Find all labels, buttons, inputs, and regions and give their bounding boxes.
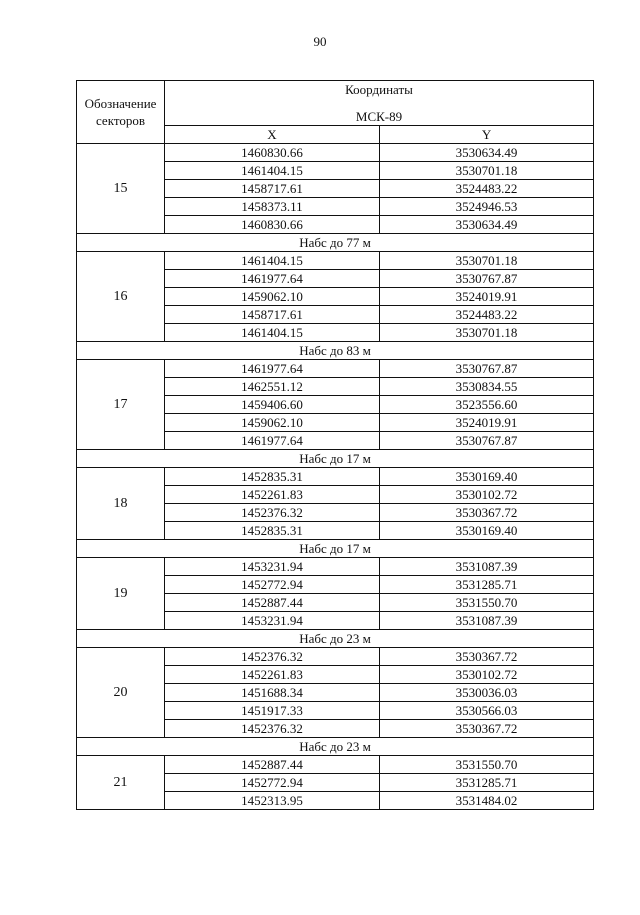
altitude-limit: Набс до 17 м xyxy=(77,450,594,468)
sector-number: 20 xyxy=(77,648,165,738)
y-coordinate-cell: 3531285.71 xyxy=(380,576,594,594)
sector-number: 17 xyxy=(77,360,165,450)
x-coordinate-cell: 1452772.94 xyxy=(165,576,380,594)
x-coordinate-cell: 1461977.64 xyxy=(165,270,380,288)
x-header: X xyxy=(165,126,380,144)
altitude-limit: Набс до 23 м xyxy=(77,738,594,756)
table-row xyxy=(77,252,594,270)
x-coordinate-cell: 1461404.15 xyxy=(165,324,380,342)
sector-number: 19 xyxy=(77,558,165,630)
y-coordinate-cell: 3530767.87 xyxy=(380,432,594,450)
x-coordinate-cell: 1452835.31 xyxy=(165,468,380,486)
x-coordinate-cell: 1452376.32 xyxy=(165,648,380,666)
x-coordinate-cell: 1453231.94 xyxy=(165,612,380,630)
x-coordinate-cell: 1452313.95 xyxy=(165,792,380,810)
x-coordinate-cell: 1452376.32 xyxy=(165,504,380,522)
y-coordinate-cell: 3531550.70 xyxy=(380,594,594,612)
table-row xyxy=(77,648,594,666)
x-coordinate-cell: 1452887.44 xyxy=(165,594,380,612)
sector-number: 15 xyxy=(77,144,165,234)
altitude-limit: Набс до 83 м xyxy=(77,342,594,360)
table-row xyxy=(77,468,594,486)
altitude-limit: Набс до 23 м xyxy=(77,630,594,648)
x-coordinate-cell: 1452261.83 xyxy=(165,486,380,504)
y-header: Y xyxy=(380,126,594,144)
x-coordinate-cell: 1461977.64 xyxy=(165,360,380,378)
altitude-row xyxy=(77,540,594,558)
y-coordinate-cell: 3530701.18 xyxy=(380,324,594,342)
sector-number: 16 xyxy=(77,252,165,342)
altitude-row xyxy=(77,450,594,468)
altitude-row xyxy=(77,630,594,648)
x-coordinate-cell: 1452261.83 xyxy=(165,666,380,684)
x-coordinate-cell: 1452376.32 xyxy=(165,720,380,738)
altitude-limit: Набс до 17 м xyxy=(77,540,594,558)
y-coordinate-cell: 3531550.70 xyxy=(380,756,594,774)
y-coordinate-cell: 3524483.22 xyxy=(380,180,594,198)
x-coordinate-cell: 1461404.15 xyxy=(165,162,380,180)
y-coordinate-cell: 3530169.40 xyxy=(380,522,594,540)
x-coordinate-cell: 1452772.94 xyxy=(165,774,380,792)
x-coordinate-cell: 1453231.94 xyxy=(165,558,380,576)
y-coordinate-cell: 3524019.91 xyxy=(380,414,594,432)
coordinates-header xyxy=(165,81,594,126)
x-coordinate-cell: 1458373.11 xyxy=(165,198,380,216)
table-row xyxy=(77,756,594,774)
table-header xyxy=(77,81,594,144)
x-coordinate-cell: 1452835.31 xyxy=(165,522,380,540)
y-coordinate-cell: 3530701.18 xyxy=(380,162,594,180)
x-coordinate-cell: 1462551.12 xyxy=(165,378,380,396)
y-coordinate-cell: 3524946.53 xyxy=(380,198,594,216)
altitude-row xyxy=(77,342,594,360)
y-coordinate-cell: 3530367.72 xyxy=(380,504,594,522)
sectors-header: Обозначение секторов xyxy=(77,81,165,144)
y-coordinate-cell: 3530634.49 xyxy=(380,144,594,162)
y-coordinate-cell: 3530367.72 xyxy=(380,648,594,666)
y-coordinate-cell: 3530169.40 xyxy=(380,468,594,486)
y-coordinate-cell: 3531484.02 xyxy=(380,792,594,810)
x-coordinate-cell: 1451688.34 xyxy=(165,684,380,702)
x-coordinate-cell: 1458717.61 xyxy=(165,306,380,324)
x-coordinate-cell: 1459062.10 xyxy=(165,288,380,306)
table-row xyxy=(77,360,594,378)
x-coordinate-cell: 1458717.61 xyxy=(165,180,380,198)
page-number: 90 xyxy=(313,34,327,49)
altitude-row xyxy=(77,234,594,252)
y-coordinate-cell: 3523556.60 xyxy=(380,396,594,414)
y-coordinate-cell: 3530834.55 xyxy=(380,378,594,396)
x-coordinate-cell: 1452887.44 xyxy=(165,756,380,774)
y-coordinate-cell: 3524483.22 xyxy=(380,306,594,324)
y-coordinate-cell: 3531087.39 xyxy=(380,612,594,630)
coordinates-title: Координаты xyxy=(345,82,413,97)
x-coordinate-cell: 1459062.10 xyxy=(165,414,380,432)
x-coordinate-cell: 1460830.66 xyxy=(165,144,380,162)
y-coordinate-cell: 3530036.03 xyxy=(380,684,594,702)
y-coordinate-cell: 3524019.91 xyxy=(380,288,594,306)
x-coordinate-cell: 1461977.64 xyxy=(165,432,380,450)
y-coordinate-cell: 3531087.39 xyxy=(380,558,594,576)
y-coordinate-cell: 3530634.49 xyxy=(380,216,594,234)
y-coordinate-cell: 3530566.03 xyxy=(380,702,594,720)
x-coordinate-cell: 1459406.60 xyxy=(165,396,380,414)
coordinates-table xyxy=(76,80,594,810)
x-coordinate-cell: 1460830.66 xyxy=(165,216,380,234)
y-coordinate-cell: 3530767.87 xyxy=(380,270,594,288)
altitude-row xyxy=(77,738,594,756)
table-row xyxy=(77,144,594,162)
y-coordinate-cell: 3531285.71 xyxy=(380,774,594,792)
altitude-limit: Набс до 77 м xyxy=(77,234,594,252)
table-row xyxy=(77,558,594,576)
sector-number: 21 xyxy=(77,756,165,810)
y-coordinate-cell: 3530367.72 xyxy=(380,720,594,738)
y-coordinate-cell: 3530102.72 xyxy=(380,666,594,684)
y-coordinate-cell: 3530701.18 xyxy=(380,252,594,270)
y-coordinate-cell: 3530767.87 xyxy=(380,360,594,378)
x-coordinate-cell: 1451917.33 xyxy=(165,702,380,720)
table-body xyxy=(77,144,594,810)
y-coordinate-cell: 3530102.72 xyxy=(380,486,594,504)
x-coordinate-cell: 1461404.15 xyxy=(165,252,380,270)
sector-number: 18 xyxy=(77,468,165,540)
coordinate-system: МСК-89 xyxy=(355,109,403,124)
